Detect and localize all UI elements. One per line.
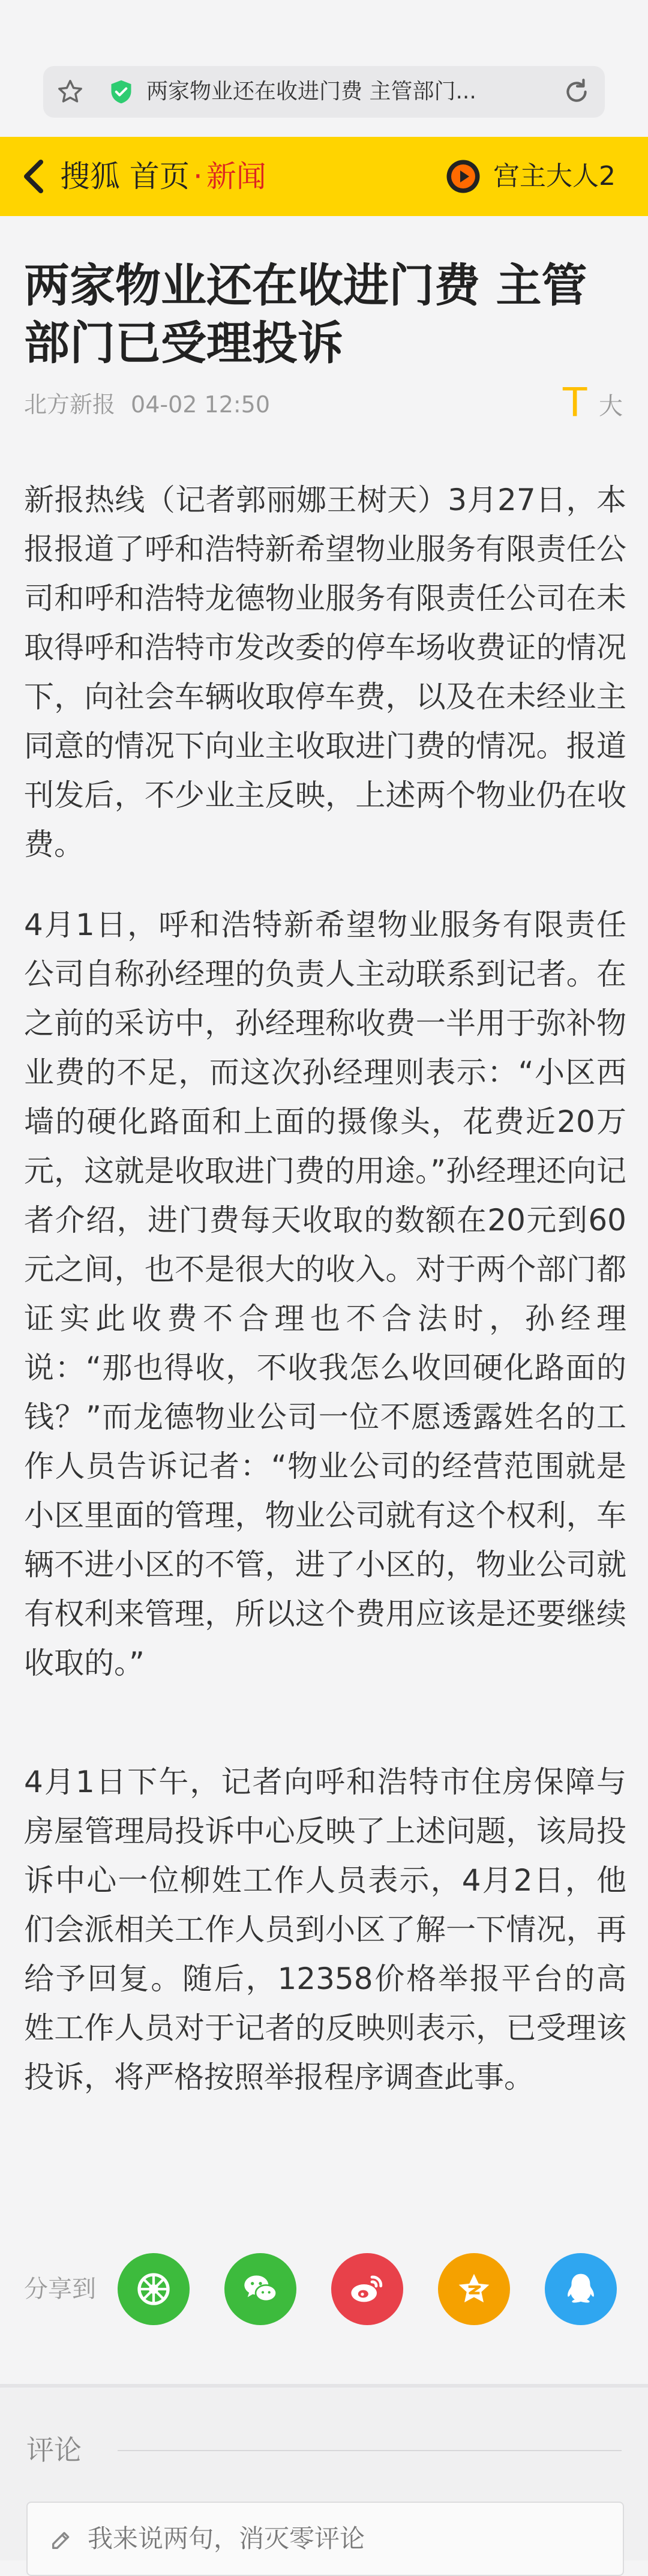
article-paragraph: 新报热线（记者郭丽娜王树天）3月27日，本报报道了呼和浩特新希望物业服务有限责任公司和呼和浩特龙德物业服务有限责任公司在未取得呼和浩特市发改委的停车场收费证的情况下，向社会车辆收取停车费，以及在未经业主同意的情况下向业主收取进门费的情况。报道刊发后，不少业主反映，上述两个物业仍在收费。 xyxy=(24,483,626,862)
share-qzone-button[interactable] xyxy=(438,2253,510,2325)
bookmark-star-icon[interactable] xyxy=(56,78,84,106)
section-divider xyxy=(0,2384,648,2388)
article-paragraph: 4月1日，呼和浩特新希望物业服务有限责任公司自称孙经理的负责人主动联系到记者。在之前的采访中，孙经理称收费一半用于弥补物业费的不足，而这次孙经理则表示：“小区西墙的硬化路面和上面的摄像头，花费近20万元，这就是收取进门费的用途。”孙经理还向记者介绍，进门费每天收取的数额在20元到60元之间，也不是很大的收入。对于两个部门都证实此收费不合理也不合法时，孙经理说：“那也得收，不收我怎么收回硬化路面的钱？”而龙德物业公司一位不愿透露姓名的工作人员告诉记者：“物业公司的经营范围就是小区里面的管理，物业公司就有这个权利，车辆不进小区的不管，进了小区的，物业公司就有权利来管理，所以这个费用应该是还要继续收取的。” xyxy=(24,907,626,1681)
share-moments-button[interactable] xyxy=(118,2253,190,2325)
browser-top-bar xyxy=(0,0,648,137)
article-headline: 两家物业还在收进门费 主管部门已受理投诉 xyxy=(24,259,587,370)
site-nav-bar xyxy=(0,137,648,216)
share-weibo-button[interactable] xyxy=(331,2253,403,2325)
home-link[interactable]: 首页 xyxy=(129,159,190,194)
brand-logo-text[interactable]: 搜狐 xyxy=(60,159,120,194)
article-meta xyxy=(24,387,270,423)
share-label: 分享到 xyxy=(24,2275,96,2303)
font-size-label: 大 xyxy=(599,393,623,420)
article-paragraph: 4月1日下午，记者向呼和浩特市住房保障与房屋管理局投诉中心反映了上述问题，该局投诉中心一位柳姓工作人员表示，4月2日，他们会派相关工作人员到小区了解一下情况，再给予回复。随后，12358价格举报平台的高姓工作人员对于记者的反映则表示，已受理该投诉，将严格按照举报程序调查此事。 xyxy=(24,1765,626,2095)
security-shield-icon xyxy=(108,78,134,106)
share-wechat-button[interactable] xyxy=(224,2253,296,2325)
comments-title-rule xyxy=(118,2450,622,2451)
share-bar xyxy=(24,2253,630,2325)
article-source: 北方新报 xyxy=(24,391,116,418)
url-title[interactable]: 两家物业还在收进门费 主管部门... xyxy=(146,79,476,104)
back-arrow-icon[interactable] xyxy=(22,158,46,194)
pencil-icon xyxy=(49,2528,73,2552)
username-link[interactable]: 宫主大人2 xyxy=(493,161,616,191)
font-size-toggle[interactable] xyxy=(563,379,629,426)
share-qq-button[interactable] xyxy=(545,2253,617,2325)
reload-icon[interactable] xyxy=(562,77,592,107)
font-size-icon: T xyxy=(563,379,587,426)
breadcrumb-separator: · xyxy=(193,159,203,194)
play-icon[interactable] xyxy=(445,158,481,194)
comments-title: 评论 xyxy=(26,2434,82,2466)
qq-icon xyxy=(562,2270,600,2308)
comments-section xyxy=(0,2384,648,2560)
breadcrumb xyxy=(60,137,266,216)
qzone-icon xyxy=(455,2270,493,2308)
address-bar[interactable] xyxy=(43,66,605,118)
moments-icon xyxy=(134,2270,173,2308)
article-time: 04-02 12:50 xyxy=(131,391,271,418)
weibo-icon xyxy=(348,2270,386,2308)
comment-placeholder[interactable]: 我来说两句，消灭零评论 xyxy=(88,2524,365,2553)
wechat-icon xyxy=(241,2270,280,2308)
comment-input[interactable] xyxy=(26,2502,624,2576)
news-section-link[interactable]: 新闻 xyxy=(206,159,266,194)
